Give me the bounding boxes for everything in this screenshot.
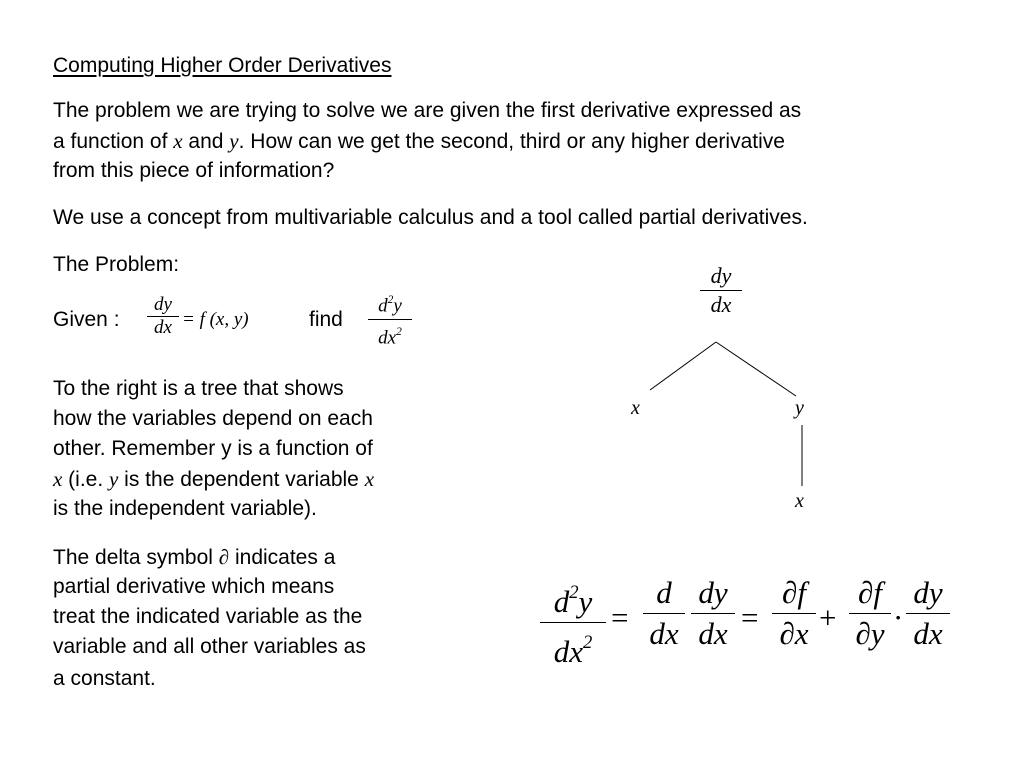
delta-text-line-1-a: The delta symbol bbox=[53, 546, 219, 569]
formula-f4-numerator: ∂f bbox=[782, 575, 806, 610]
tree-edge-left bbox=[650, 342, 716, 390]
formula-f2-denominator: dx bbox=[649, 616, 679, 651]
formula-f1-dx: dx bbox=[553, 633, 583, 669]
given-numerator: dy bbox=[154, 294, 172, 315]
given-denominator: dx bbox=[154, 317, 172, 338]
problem-label: The Problem: bbox=[53, 253, 180, 276]
formula-plus: + bbox=[819, 600, 837, 635]
delta-text-line-3: treat the indicated variable as the bbox=[53, 605, 363, 628]
tree-edge-right bbox=[716, 342, 796, 396]
formula-f1-num-exp: 2 bbox=[569, 582, 579, 603]
intro-line-2-a: a function of bbox=[53, 130, 174, 153]
tree-root bbox=[700, 262, 742, 319]
formula-equals-1: = bbox=[611, 600, 629, 635]
tree-root-numerator: dy bbox=[710, 263, 732, 288]
formula-f1-d: d bbox=[553, 583, 570, 619]
tree-node-x: x bbox=[631, 397, 640, 419]
find-den-dx: dx bbox=[378, 327, 397, 349]
tree-root-denominator: dx bbox=[710, 292, 732, 317]
tree-text-line-5: is the independent variable). bbox=[53, 497, 317, 520]
formula-f1-den-exp: 2 bbox=[582, 631, 593, 653]
formula-second-derivative bbox=[540, 573, 606, 672]
formula-f5-denominator: ∂y bbox=[855, 616, 885, 651]
find-num-y: y bbox=[393, 295, 402, 317]
given-label: Given : bbox=[53, 308, 120, 331]
formula-dot: · bbox=[893, 600, 904, 635]
tree-leaf-x: x bbox=[795, 490, 804, 512]
given-rhs: = f (x, y) bbox=[182, 309, 249, 330]
intro-line-1: The problem we are trying to solve we are given the first derivative expressed as bbox=[53, 99, 802, 122]
concept-line: We use a concept from multivariable calculus and a tool called partial derivatives. bbox=[53, 206, 808, 229]
tree-text-line-4-a: (i.e. bbox=[62, 468, 110, 491]
find-num-d: d bbox=[378, 295, 388, 317]
formula-f5-numerator: ∂f bbox=[858, 575, 882, 610]
delta-text-line-4: variable and all other variables as bbox=[53, 635, 366, 658]
tree-text-line-3: other. Remember y is a function of bbox=[53, 437, 373, 460]
formula-partial-f-y bbox=[849, 573, 891, 654]
tree-text-line-1: To the right is a tree that shows bbox=[53, 377, 344, 400]
formula-f6-denominator: dx bbox=[913, 616, 943, 651]
intro-line-2-b: and bbox=[182, 130, 230, 153]
delta-text-line-2: partial derivative which means bbox=[53, 575, 335, 598]
partial-symbol: ∂ bbox=[218, 545, 230, 569]
intro-var-x: x bbox=[173, 129, 183, 153]
tree-text-line-2: how the variables depend on each bbox=[53, 407, 373, 430]
delta-text-line-1-b: indicates a bbox=[229, 546, 336, 569]
formula-equals-2: = bbox=[741, 600, 759, 635]
find-den-exp: 2 bbox=[396, 325, 402, 338]
formula-d-dx bbox=[643, 573, 685, 654]
formula-partial-f-x bbox=[772, 573, 816, 654]
formula-dy-dx bbox=[691, 573, 735, 654]
page-title: Computing Higher Order Derivatives bbox=[53, 54, 392, 77]
tree-text-line-4-b: is the dependent variable bbox=[118, 468, 365, 491]
formula-f3-denominator: dx bbox=[698, 616, 728, 651]
tree-text-var-y: y bbox=[109, 467, 119, 491]
formula-f1-denominator bbox=[540, 623, 606, 672]
find-num-exp: 2 bbox=[387, 294, 394, 306]
formula-f1-y: y bbox=[578, 583, 593, 619]
delta-text-line-5: a constant. bbox=[53, 667, 156, 690]
formula-f1-numerator bbox=[540, 573, 606, 622]
find-label: find bbox=[309, 308, 343, 331]
formula-f3-numerator: dy bbox=[698, 575, 728, 610]
formula-dy-dx-2 bbox=[906, 573, 950, 654]
intro-var-y: y bbox=[229, 129, 239, 153]
intro-line-2-c: . How can we get the second, third or any higher derivative bbox=[238, 130, 785, 153]
formula-f4-denominator: ∂x bbox=[779, 616, 809, 651]
intro-line-3: from this piece of information? bbox=[53, 159, 335, 182]
tree-text-var-x: x bbox=[53, 467, 63, 491]
formula-f2-numerator: d bbox=[656, 575, 672, 610]
formula-f6-numerator: dy bbox=[913, 575, 943, 610]
tree-node-y: y bbox=[795, 397, 804, 419]
tree-text-var-x2: x bbox=[364, 467, 375, 491]
